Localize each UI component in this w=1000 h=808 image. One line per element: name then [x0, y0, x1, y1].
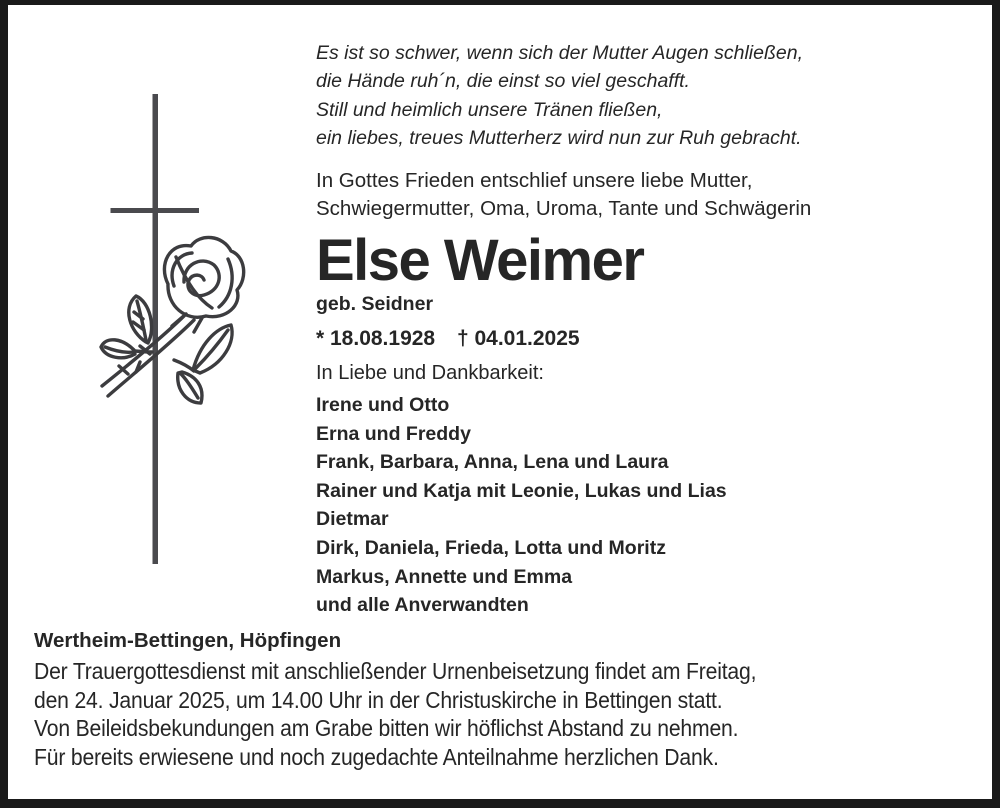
birth-date: * 18.08.1928 [316, 327, 436, 350]
memorial-poem [316, 39, 976, 153]
funeral-info-line: den 24. Januar 2025, um 14.00 Uhr in der Christuskirche in Bettingen statt. [34, 686, 723, 713]
mourner-line: Markus, Annette und Emma [316, 565, 573, 588]
mourners-list [316, 391, 976, 620]
death-date: † 04.01.2025 [456, 327, 580, 350]
maiden-name: geb. Seidner [316, 293, 434, 315]
life-dates [316, 326, 976, 352]
funeral-info-line: Von Beileidsbekundungen am Grabe bitten wir höflichst Abstand zu nehmen. [34, 715, 739, 742]
intro-text [316, 167, 976, 224]
mourner-line: und alle Anverwandten [316, 594, 529, 617]
mourner-line: Dirk, Daniela, Frieda, Lotta und Moritz [316, 536, 666, 559]
intro-line: In Gottes Frieden entschlief unsere liebe Mutter, [316, 168, 753, 192]
poem-line: Still und heimlich unsere Tränen fließen, [316, 98, 663, 121]
funeral-info [34, 657, 819, 771]
intro-line: Schwiegermutter, Oma, Uroma, Tante und Schwägerin [316, 197, 812, 220]
mourner-line: Dietmar [316, 508, 389, 531]
dedication-text: In Liebe und Dankbarkeit: [316, 362, 544, 384]
poem-line: die Hände ruh´n, die einst so viel geschafft. [316, 70, 690, 92]
mourner-line: Irene und Otto [316, 394, 450, 416]
poem-line: ein liebes, treues Mutterherz wird nun zur Ruh gebracht. [316, 127, 802, 149]
mourner-line: Erna und Freddy [316, 422, 471, 445]
mourner-line: Frank, Barbara, Anna, Lena und Laura [316, 451, 669, 474]
cross-and-rose-illustration [90, 90, 310, 570]
rose-icon [101, 237, 244, 403]
funeral-info-line: Für bereits erwiesene und noch zugedachte Anteilnahme herzlichen Dank. [34, 743, 719, 770]
poem-line: Es ist so schwer, wenn sich der Mutter Augen schließen, [316, 41, 803, 64]
funeral-info-line: Der Trauergottesdienst mit anschließender Urnenbeisetzung findet am Freitag, [34, 658, 757, 684]
places-line: Wertheim-Bettingen, Höpfingen [34, 628, 342, 652]
deceased-name: Else Weimer [316, 228, 644, 293]
mourner-line: Rainer und Katja mit Leonie, Lukas und Lias [316, 479, 727, 502]
